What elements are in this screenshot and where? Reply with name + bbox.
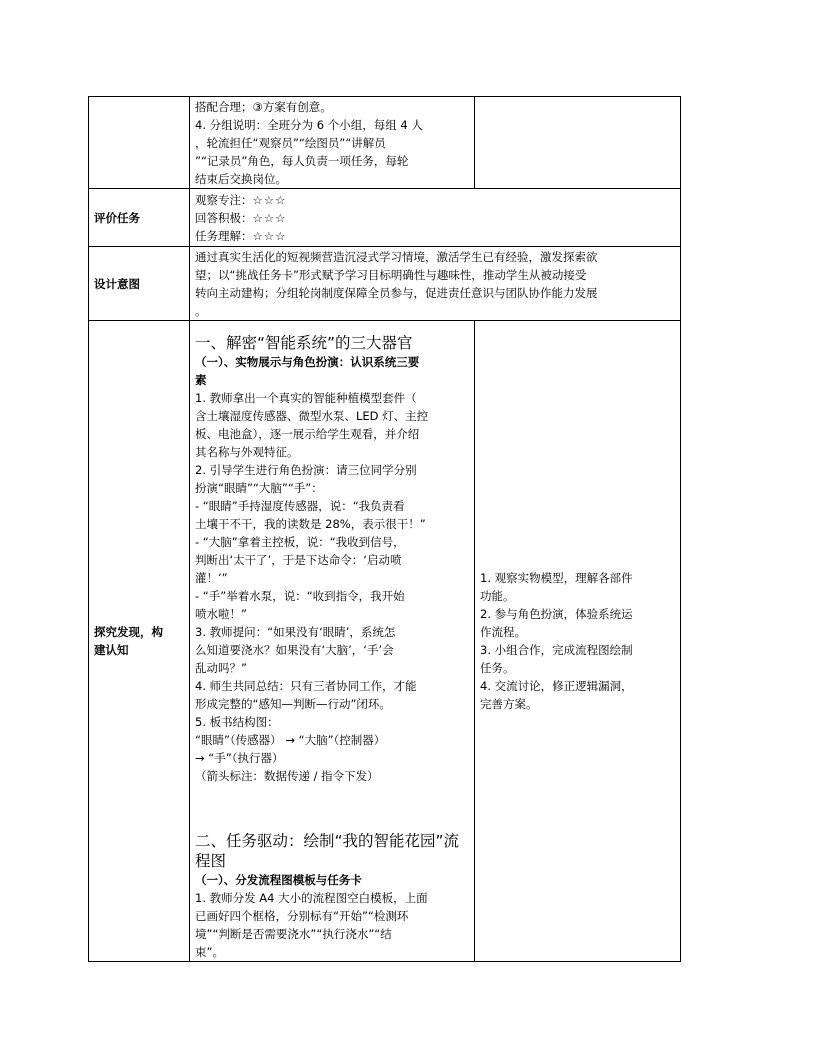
row-explore: [89, 321, 681, 962]
star-rating-icon: ☆☆☆: [252, 193, 287, 207]
star-rating-icon: ☆☆☆: [252, 229, 287, 243]
row-evaluation: [89, 189, 681, 247]
student-activity-line: 3. 小组合作，完成流程图绘制: [480, 643, 633, 657]
row1-line: ”“记录员”角色，每人负责一项任务，每轮: [195, 154, 409, 168]
section1-line: 土壤干不干，我的读数是 28%，表示很干！”: [195, 517, 426, 531]
section1-line: 2. 引导学生进行角色扮演：请三位同学分别: [195, 463, 417, 477]
student-activity-line: 功能。: [480, 589, 515, 603]
design-intent-line: 望；以“挑战任务卡”形式赋予学习目标明确性与趣味性，推动学生从被动接受: [195, 268, 587, 282]
section2-title: 程图: [195, 852, 227, 870]
student-activity-line: 作流程。: [480, 625, 526, 639]
section2-line: 已画好四个框格，分别标有“开始”“检测环: [195, 909, 409, 923]
section1-line: 判断出‘太干了’，于是下达命令：‘启动喷: [195, 553, 402, 567]
section1-line: 么知道要浇水？如果没有‘大脑’，‘手’会: [195, 643, 394, 657]
section1-line: 灌！’”: [195, 571, 228, 585]
student-activity-cell: [475, 321, 681, 962]
section1-line: （箭头标注：数据传递 / 指令下发）: [195, 769, 379, 783]
evaluation-item-text: 观察专注：: [195, 193, 253, 207]
section1-line: 板、电池盒），逐一展示给学生观看，并介绍: [195, 427, 420, 441]
evaluation-item-text: 回答积极：: [195, 211, 253, 225]
design-intent-line: 。: [195, 304, 207, 318]
evaluation-item-text: 任务理解：: [195, 229, 253, 243]
star-rating-icon: ☆☆☆: [252, 211, 287, 225]
section1-subtitle: 素: [195, 373, 207, 387]
row1-right-cell: [475, 97, 681, 189]
evaluation-item: [195, 191, 675, 209]
student-activity-line: 完善方案。: [480, 697, 538, 711]
design-intent-line: 通过真实生活化的短视频营造沉浸式学习情境，激活学生已有经验，激发探索欲: [195, 250, 598, 264]
section2-line: 境”“判断是否需要浇水”“执行浇水”“结: [195, 927, 392, 941]
student-activity-line: 1. 观察实物模型，理解各部件: [480, 571, 633, 585]
section-spacer: [195, 785, 469, 829]
evaluation-content: [190, 189, 681, 247]
section1-line: 其名称与外观特征。: [195, 445, 299, 459]
section1-line: 3. 教师提问：“如果没有‘眼睛’，系统怎: [195, 625, 396, 639]
explore-label-line: 探究发现，构: [94, 625, 163, 639]
row1-line: ，轮流担任“观察员”“绘图员”“讲解员: [195, 136, 386, 150]
row1-line: 4. 分组说明：全班分为 6 个小组，每组 4 人: [195, 118, 423, 132]
student-activity-line: 4. 交流讨论，修正逻辑漏洞，: [480, 679, 633, 693]
row1-line: 搭配合理；③方案有创意。: [195, 100, 332, 114]
section1-line: - “大脑”拿着主控板，说：“我收到信号，: [195, 535, 405, 549]
section1-line: 4. 师生共同总结：只有三者协同工作，才能: [195, 679, 417, 693]
row1-line: 结束后交换岗位。: [195, 172, 287, 186]
section2-subtitle: （一）、分发流程图模板与任务卡: [195, 873, 362, 887]
design-intent-label: 设计意图: [89, 247, 190, 321]
lesson-plan-table: [88, 96, 681, 962]
section2-line: 束”。: [195, 945, 224, 959]
explore-content-cell: [190, 321, 475, 962]
explore-label: [89, 321, 190, 962]
section1-line: 扮演“眼睛”“大脑”“手”：: [195, 481, 323, 495]
design-intent-line: 转向主动建构；分组轮岗制度保障全员参与，促进责任意识与团队协作能力发展: [195, 286, 598, 300]
section1-line: 1. 教师拿出一个真实的智能种植模型套件（: [195, 391, 417, 405]
section2-line: 1. 教师分发 A4 大小的流程图空白模板，上面: [195, 891, 428, 905]
section1-line: 喷水啦！”: [195, 607, 247, 621]
section2-title: 二、任务驱动：绘制“我的智能花园”流: [195, 832, 460, 850]
row1-content-cell: [190, 97, 475, 189]
section1-line: 乱动吗？”: [195, 661, 247, 675]
section1-line: 含土壤湿度传感器、微型水泵、LED 灯、主控: [195, 409, 429, 423]
row-design-intent: [89, 247, 681, 321]
section1-line: 形成完整的“感知—判断—行动”闭环。: [195, 697, 391, 711]
explore-label-line: 建认知: [94, 643, 129, 657]
student-activity-line: 任务。: [480, 661, 515, 675]
evaluation-item: [195, 209, 675, 227]
design-intent-content: [190, 247, 681, 321]
section1-line: → “手”（执行器）: [195, 751, 284, 765]
row-group-instructions: [89, 97, 681, 189]
student-activity-line: 2. 参与角色扮演，体验系统运: [480, 607, 633, 621]
section1-line: - “眼睛”手持湿度传感器，说：“我负责看: [195, 499, 405, 513]
section1-subtitle: （一）、实物展示与角色扮演：认识系统三要: [195, 355, 420, 369]
evaluation-item: [195, 227, 675, 245]
section1-title: 一、解密“智能系统”的三大器官: [195, 334, 413, 352]
section1-line: - “手”举着水泵，说：“收到指令，我开始: [195, 589, 405, 603]
evaluation-label: 评价任务: [89, 189, 190, 247]
section1-line: “眼睛”（传感器） → “大脑”（控制器）: [195, 733, 386, 747]
row1-label-cell: [89, 97, 190, 189]
section1-line: 5. 板书结构图：: [195, 715, 279, 729]
